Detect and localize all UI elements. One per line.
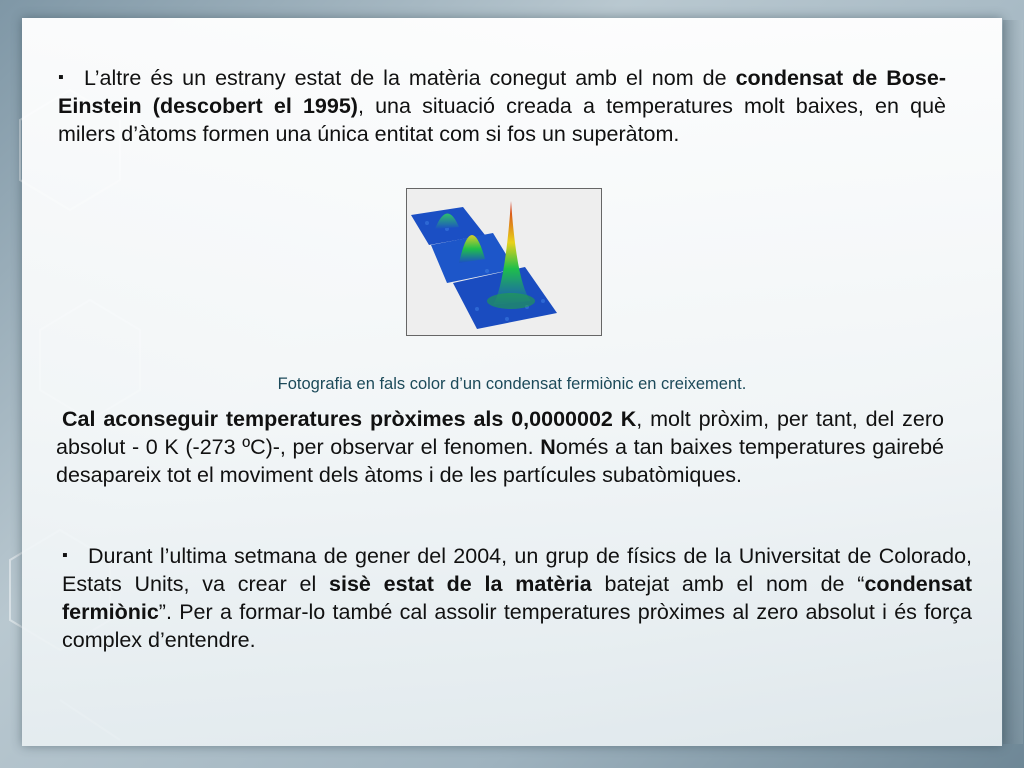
figure-caption: Fotografia en fals color d’un condensat fermiònic en creixement. xyxy=(277,375,747,393)
bullet-icon: ▪ xyxy=(58,69,64,86)
paragraph-temperature: Cal aconseguir temperatures pròximes als 0,0000002 K, molt pròxim, per tant, del zero absolut - 0 K (-273 ºC)-, per observar el fenomen. Només a tan baixes temperatures gairebé desapareix tot el moviment dels àtoms i de les partícules subatòmiques. xyxy=(56,407,945,487)
bullet-icon: ▪ xyxy=(62,547,68,564)
condensate-figure xyxy=(406,188,602,336)
condensate-3d-plot-icon xyxy=(407,189,601,335)
paragraph-bose-einstein: ▪ L’altre és un estrany estat de la matèria conegut amb el nom de condensat de Bose-Einstein (descobert el 1995), una situació creada a temperatures molt baixes, en què milers d’àtoms formen una única entitat com si fos un superàtom. xyxy=(58,66,946,146)
paragraph-fermionic-condensate: ▪ Durant l’ultima setmana de gener del 2004, un grup de físics de la Universitat de Colorado, Estats Units, va crear el sisè estat de la matèria batejat amb el nom de “condensat fermiònic”. Per a formar-lo també cal assolir temperatures pròximes al zero absolut i és força complex d’entendre. xyxy=(62,544,972,652)
slide-panel xyxy=(22,18,1002,746)
slide-edge-shadow xyxy=(1003,20,1023,744)
